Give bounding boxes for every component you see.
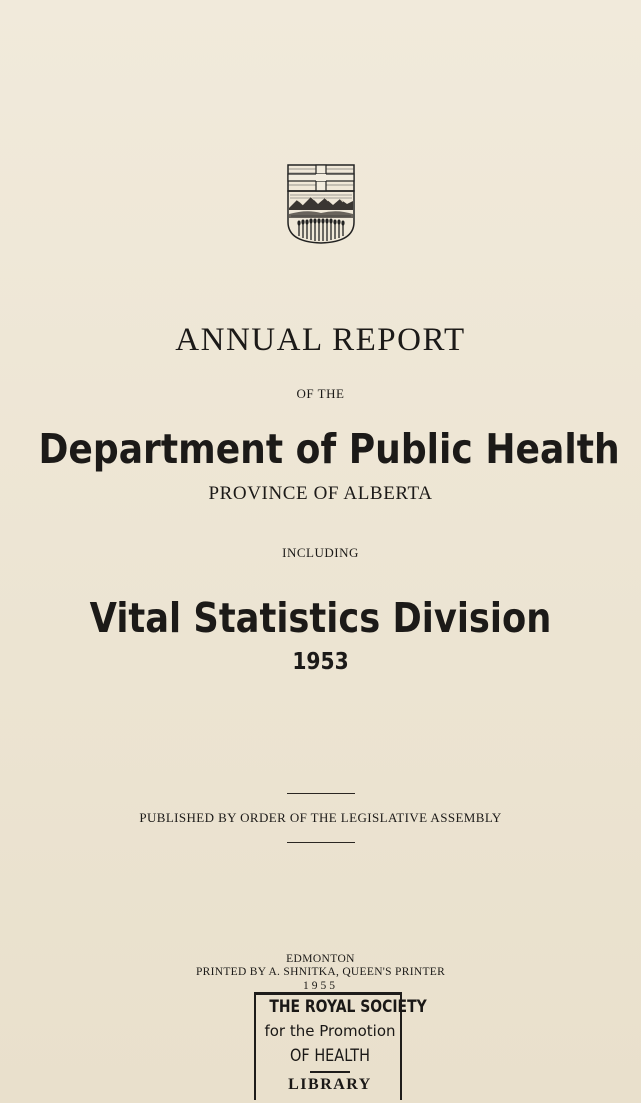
province-label: PROVINCE OF ALBERTA (208, 483, 433, 504)
division-title: Vital Statistics Division (89, 594, 552, 642)
imprint-printer: PRINTED BY A. SHNITKA, QUEEN'S PRINTER (195, 966, 446, 978)
stamp-divider (310, 1071, 350, 1073)
divider-bottom (287, 842, 355, 843)
including-label: INCLUDING (282, 545, 359, 560)
stamp-society-name: THE ROYAL SOCIETY (269, 997, 427, 1017)
imprint-year: 1955 (303, 980, 338, 992)
alberta-coat-of-arms-icon (287, 164, 355, 244)
stamp-promotion-text: for the Promotion (264, 1022, 396, 1040)
imprint-city: EDMONTON (286, 953, 355, 965)
stamp-library-text: LIBRARY (288, 1076, 372, 1093)
of-the-label: OF THE (296, 386, 345, 401)
divider-top (287, 793, 355, 794)
department-title: Department of Public Health (38, 425, 620, 473)
published-by-statement: PUBLISHED BY ORDER OF THE LEGISLATIVE ASSEMBLY (139, 810, 502, 825)
stamp-health-text: OF HEALTH (290, 1046, 370, 1066)
report-title: ANNUAL REPORT (175, 322, 466, 358)
report-year: 1953 (292, 649, 349, 675)
library-stamp (254, 992, 427, 1100)
